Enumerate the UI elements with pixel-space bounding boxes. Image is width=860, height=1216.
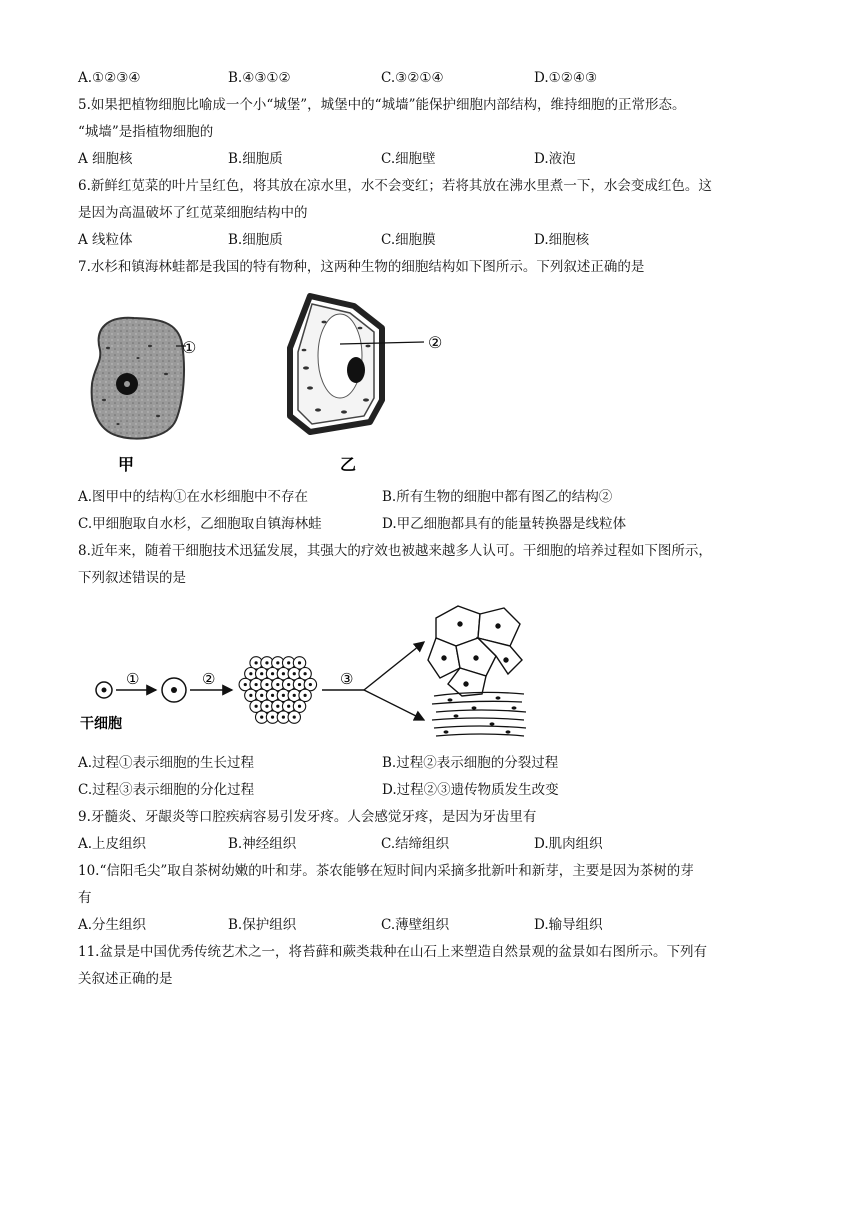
q6-option-b[interactable]: B.细胞质 — [228, 232, 283, 248]
q7-stem-line1: 7.水杉和镇海林蛙都是我国的特有物种，这两种生物的细胞结构如下图所示。下列叙述正确的是 — [78, 259, 645, 275]
q6-stem-line2: 是因为高温破坏了红苋菜细胞结构中的 — [78, 205, 308, 221]
plant-cell-yi — [290, 296, 424, 432]
cluster-cell-nucleus — [298, 661, 301, 664]
q9-option-d[interactable]: D.肌肉组织 — [534, 836, 603, 852]
q6-stem-line1: 6.新鲜红苋菜的叶片呈红色，将其放在凉水里，水不会变红；若将其放在沸水里煮一下，水会变成红色。这 — [78, 178, 712, 194]
q7-label-yi: 乙 — [340, 455, 357, 474]
cluster-cell-nucleus — [293, 694, 296, 697]
q7-option-b[interactable]: B.所有生物的细胞中都有图乙的结构② — [382, 489, 613, 505]
q8-process-diagram — [78, 598, 538, 748]
q7-option-c[interactable]: C.甲细胞取自水杉，乙细胞取自镇海林蛙 — [78, 516, 322, 532]
cluster-cell-nucleus — [255, 661, 258, 664]
q8-options-row2 — [78, 784, 798, 802]
q7-options-row2 — [78, 518, 798, 536]
cluster-cell-nucleus — [271, 716, 274, 719]
q8-options-row1 — [78, 757, 798, 775]
cluster-cell-nucleus — [260, 716, 263, 719]
q9-stem-line1: 9.牙髓炎、牙龈炎等口腔疾病容易引发牙疼。人会感觉牙疼，是因为牙齿里有 — [78, 809, 537, 825]
animal-cell-jia — [92, 318, 186, 439]
cluster-cell-nucleus — [287, 705, 290, 708]
differentiated-tissue-top — [428, 606, 522, 696]
cluster-cell-nucleus — [249, 694, 252, 697]
cluster-cell-nucleus — [255, 683, 258, 686]
q10-option-a[interactable]: A.分生组织 — [78, 917, 147, 933]
q6-option-a[interactable]: A 线粒体 — [78, 232, 133, 248]
q4-option-d[interactable]: D.①②④③ — [534, 70, 598, 86]
q7-mark-1: ① — [182, 338, 197, 357]
q8-option-c[interactable]: C.过程③表示细胞的分化过程 — [78, 782, 255, 798]
q7-option-d[interactable]: D.甲乙细胞都具有的能量转换器是线粒体 — [382, 516, 627, 532]
q8-stem-line1: 8.近年来，随着干细胞技术迅猛发展，其强大的疗效也被越来越多人认可。干细胞的培养过程如下图所示， — [78, 543, 712, 559]
q9-options — [78, 838, 798, 856]
q7-option-a[interactable]: A.图甲中的结构①在水杉细胞中不存在 — [78, 489, 309, 505]
q8-step-3: ③ — [340, 670, 354, 688]
cluster-cell-nucleus — [276, 683, 279, 686]
q10-option-c[interactable]: C.薄壁组织 — [381, 917, 450, 933]
q9-option-a[interactable]: A.上皮组织 — [78, 836, 147, 852]
q8-option-a[interactable]: A.过程①表示细胞的生长过程 — [78, 755, 255, 771]
q5-options — [78, 153, 798, 171]
q7-cell-figure — [78, 288, 478, 478]
q5-option-d[interactable]: D.液泡 — [534, 151, 576, 167]
cluster-cell-nucleus — [244, 683, 247, 686]
cluster-cell-nucleus — [293, 716, 296, 719]
cluster-cell-nucleus — [271, 694, 274, 697]
q8-option-b[interactable]: B.过程②表示细胞的分裂过程 — [382, 755, 559, 771]
q7-mark-2: ② — [428, 333, 443, 352]
q9-option-c[interactable]: C.结缔组织 — [381, 836, 450, 852]
q6-options — [78, 234, 798, 252]
cluster-cell-nucleus — [282, 672, 285, 675]
stem-cell-grown — [162, 678, 186, 702]
cluster-cell-nucleus — [293, 672, 296, 675]
cluster-cell-nucleus — [298, 683, 301, 686]
q5-option-a[interactable]: A 细胞核 — [78, 151, 133, 167]
stem-cell-small — [96, 682, 112, 698]
q7-label-jia: 甲 — [118, 455, 135, 474]
q8-stem-line2: 下列叙述错误的是 — [78, 570, 186, 586]
cluster-cell-nucleus — [282, 716, 285, 719]
q4-option-c[interactable]: C.③②①④ — [381, 70, 444, 86]
q7-cell-diagram — [78, 288, 478, 478]
cluster-cell-nucleus — [304, 694, 307, 697]
q10-stem-line1: 10.“信阳毛尖”取自茶树幼嫩的叶和芽。茶农能够在短时间内采摘多批新叶和新芽，主要是因为茶树的芽 — [78, 863, 694, 879]
cluster-cell-nucleus — [260, 672, 263, 675]
q10-options — [78, 919, 798, 937]
q4-option-b[interactable]: B.④③①② — [228, 70, 291, 86]
cluster-cell-nucleus — [255, 705, 258, 708]
cluster-cell-nucleus — [287, 661, 290, 664]
differentiated-tissue-bottom — [432, 692, 526, 736]
q7-options-row1 — [78, 491, 798, 509]
cluster-cell-nucleus — [271, 672, 274, 675]
cluster-cell-nucleus — [249, 672, 252, 675]
cluster-cell-nucleus — [282, 694, 285, 697]
cluster-cell-nucleus — [298, 705, 301, 708]
q6-option-c[interactable]: C.细胞膜 — [381, 232, 436, 248]
cluster-cell-nucleus — [276, 661, 279, 664]
q6-option-d[interactable]: D.细胞核 — [534, 232, 590, 248]
cluster-cell-nucleus — [304, 672, 307, 675]
q5-option-c[interactable]: C.细胞壁 — [381, 151, 436, 167]
cluster-cell-nucleus — [265, 683, 268, 686]
q4-option-a[interactable]: A.①②③④ — [78, 70, 141, 86]
q8-stem-cell-label: 干细胞 — [80, 716, 122, 732]
cluster-cell-nucleus — [265, 661, 268, 664]
q8-stem-cell-figure — [78, 598, 538, 748]
q5-option-b[interactable]: B.细胞质 — [228, 151, 283, 167]
cluster-cell-nucleus — [260, 694, 263, 697]
q10-option-d[interactable]: D.输导组织 — [534, 917, 603, 933]
q4-options — [78, 72, 798, 90]
cluster-cell-nucleus — [287, 683, 290, 686]
cell-cluster — [239, 657, 317, 724]
q10-stem-line2: 有 — [78, 890, 92, 906]
q8-step-2: ② — [202, 670, 216, 688]
q9-option-b[interactable]: B.神经组织 — [228, 836, 297, 852]
q10-option-b[interactable]: B.保护组织 — [228, 917, 297, 933]
q5-stem-line2: “城墙”是指植物细胞的 — [78, 124, 214, 140]
cluster-cell-nucleus — [265, 705, 268, 708]
q8-option-d[interactable]: D.过程②③遗传物质发生改变 — [382, 782, 559, 798]
cluster-cell-nucleus — [276, 705, 279, 708]
cluster-cell-nucleus — [309, 683, 312, 686]
q11-stem-line2: 关叙述正确的是 — [78, 971, 173, 987]
q11-stem-line1: 11.盆景是中国优秀传统艺术之一，将苔藓和蕨类栽种在山石上来塑造自然景观的盆景如右图所示。下列有 — [78, 944, 707, 960]
q5-stem-line1: 5.如果把植物细胞比喻成一个小“城堡”，城堡中的“城墙”能保护细胞内部结构，维持细胞的正常形态。 — [78, 97, 686, 113]
q8-step-1: ① — [126, 670, 140, 688]
